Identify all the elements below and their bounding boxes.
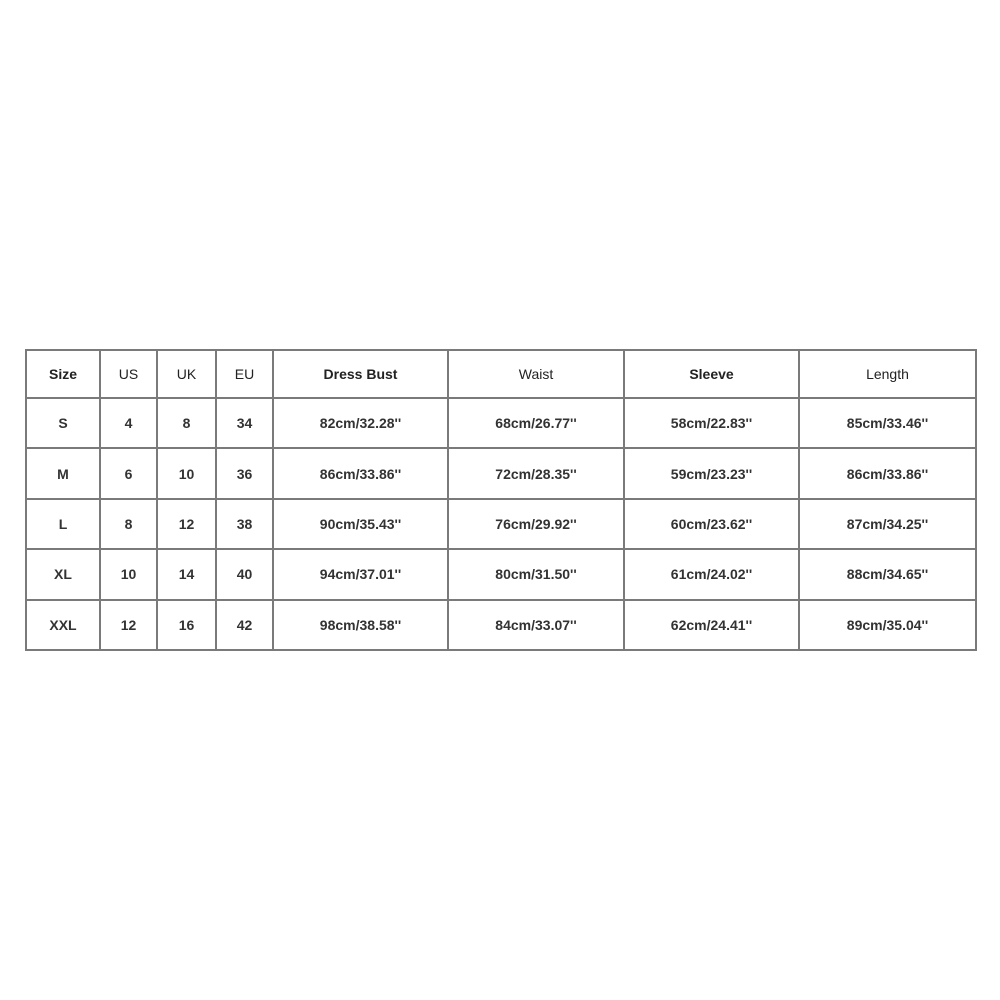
- table-row: [26, 398, 976, 448]
- header-row: [26, 350, 976, 398]
- size-chart-table: [25, 349, 977, 651]
- header-sleeve: Sleeve: [624, 350, 799, 398]
- cell-uk: 10: [157, 448, 216, 498]
- cell-length: 88cm/34.65'': [799, 549, 976, 599]
- cell-dress-bust: 94cm/37.01'': [273, 549, 448, 599]
- table-row: [26, 549, 976, 599]
- cell-dress-bust: 86cm/33.86'': [273, 448, 448, 498]
- cell-eu: 34: [216, 398, 273, 448]
- header-eu: EU: [216, 350, 273, 398]
- cell-sleeve: 62cm/24.41'': [624, 600, 799, 650]
- cell-us: 10: [100, 549, 157, 599]
- cell-waist: 80cm/31.50'': [448, 549, 624, 599]
- cell-uk: 16: [157, 600, 216, 650]
- header-us: US: [100, 350, 157, 398]
- cell-sleeve: 61cm/24.02'': [624, 549, 799, 599]
- cell-us: 12: [100, 600, 157, 650]
- cell-size: M: [26, 448, 100, 498]
- cell-size: S: [26, 398, 100, 448]
- cell-waist: 68cm/26.77'': [448, 398, 624, 448]
- cell-sleeve: 59cm/23.23'': [624, 448, 799, 498]
- cell-uk: 14: [157, 549, 216, 599]
- cell-eu: 38: [216, 499, 273, 549]
- cell-us: 6: [100, 448, 157, 498]
- cell-dress-bust: 98cm/38.58'': [273, 600, 448, 650]
- header-waist: Waist: [448, 350, 624, 398]
- cell-length: 87cm/34.25'': [799, 499, 976, 549]
- cell-length: 86cm/33.86'': [799, 448, 976, 498]
- cell-size: L: [26, 499, 100, 549]
- cell-eu: 36: [216, 448, 273, 498]
- header-length: Length: [799, 350, 976, 398]
- cell-uk: 12: [157, 499, 216, 549]
- cell-length: 85cm/33.46'': [799, 398, 976, 448]
- cell-size: XXL: [26, 600, 100, 650]
- table-row: [26, 448, 976, 498]
- cell-sleeve: 60cm/23.62'': [624, 499, 799, 549]
- cell-uk: 8: [157, 398, 216, 448]
- table-row: [26, 600, 976, 650]
- cell-dress-bust: 82cm/32.28'': [273, 398, 448, 448]
- cell-sleeve: 58cm/22.83'': [624, 398, 799, 448]
- header-size: Size: [26, 350, 100, 398]
- header-uk: UK: [157, 350, 216, 398]
- cell-us: 4: [100, 398, 157, 448]
- cell-waist: 72cm/28.35'': [448, 448, 624, 498]
- cell-dress-bust: 90cm/35.43'': [273, 499, 448, 549]
- cell-us: 8: [100, 499, 157, 549]
- table-row: [26, 499, 976, 549]
- cell-waist: 84cm/33.07'': [448, 600, 624, 650]
- cell-length: 89cm/35.04'': [799, 600, 976, 650]
- cell-eu: 40: [216, 549, 273, 599]
- cell-size: XL: [26, 549, 100, 599]
- cell-waist: 76cm/29.92'': [448, 499, 624, 549]
- cell-eu: 42: [216, 600, 273, 650]
- header-dress-bust: Dress Bust: [273, 350, 448, 398]
